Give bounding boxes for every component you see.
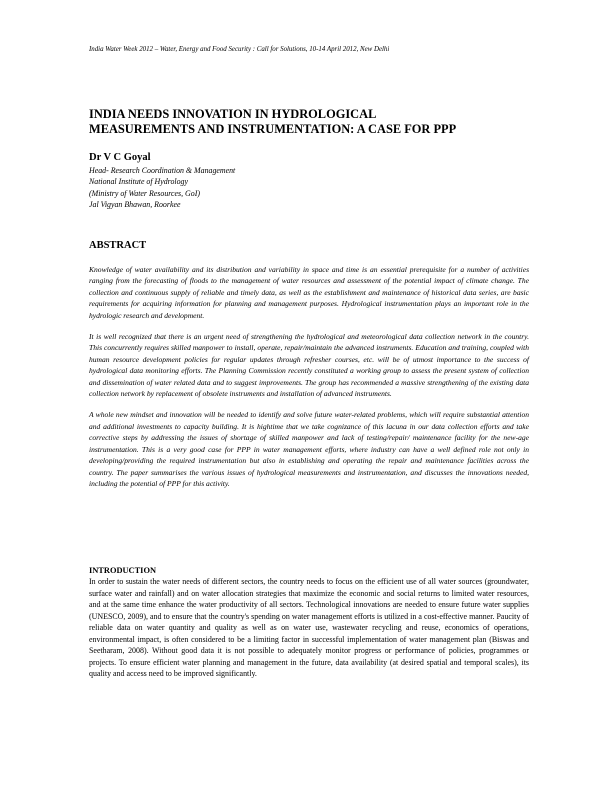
affiliation-line: Head- Research Coordination & Management bbox=[89, 166, 236, 175]
title-line-1: INDIA NEEDS INNOVATION IN HYDROLOGICAL bbox=[89, 107, 377, 121]
author-name: Dr V C Goyal bbox=[89, 152, 151, 163]
author-block bbox=[89, 151, 529, 211]
introduction-heading: INTRODUCTION bbox=[89, 566, 157, 575]
running-header: India Water Week 2012 – Water, Energy and Food Security : Call for Solutions, 10-14 April 2012, New Delhi bbox=[89, 46, 390, 53]
abstract-paragraph: Knowledge of water availability and its distribution and variability in space and time is an essential prerequisite for a number of activities ranging from the forecasting of floods to the management of water resources and assessment of the potential impact of climate change. The collection and continuous supply of reliable and timely data, as well as the establishment and maintenance of historical data series, are basic requirements for acquiring information for planning and management purposes. Hydrological instrumentation plays an important role in the hydrologic research and development. bbox=[89, 265, 529, 320]
abstract-heading: ABSTRACT bbox=[89, 240, 147, 251]
affiliation-line: National Institute of Hydrology bbox=[89, 177, 188, 187]
abstract-paragraph: A whole new mindset and innovation will be needed to identify and solve future water-related problems, which will require substantial attention and additional investments to capacity building. It is hightime that we take cognizance of this lacuna in our data collection efforts and take corrective steps by addressing the issues of shortage of skilled manpower and lack of testing/repair/ maintenance facility for the new-age instrumentation. This is a very good case for PPP in water management efforts, where industry can have a well defined role not only in developing/providing the required instrumentation but also in establishing and operating the repair and maintenance facilities across the country. The paper summarises the various issues of hydrological measurements and instrumentation, and discusses the innovations needed, including the potential of PPP for this activity. bbox=[89, 410, 529, 488]
title-line-2: MEASUREMENTS AND INSTRUMENTATION: A CASE FOR PPP bbox=[89, 122, 457, 136]
affiliation-line: (Ministry of Water Resources, GoI) bbox=[89, 188, 200, 198]
introduction-paragraph: In order to sustain the water needs of different sectors, the country needs to focus on the efficient use of all water sources (groundwater, surface water and rainfall) and on water allocation strategies that maximize the economic and social returns to limited water resources, and at the same time enhance the water productivity of all sectors. Technological innovations are needed to ensure future water supplies (UNESCO, 2009), and to ensure that the country's spending on water management efforts is utilized in a cost-effective manner. Paucity of reliable data on water quantity and quality as well as on water use, wastewater recycling and reuse, economics of operations, environmental impact, is often considered to be a limiting factor in successful implementation of water management plan (Biswas and Seetharam, 2008). Without good data it is not possible to adequately monitor progress or performance of policies, programmes or projects. To ensure efficient water planning and management in the future, data availability (at desired spatial and temporal scales), its quality and access need to be improved significantly. bbox=[89, 577, 529, 678]
affiliation-line: Jal Vigyan Bhawan, Roorkee bbox=[89, 200, 181, 210]
abstract-body bbox=[89, 264, 529, 499]
abstract-paragraph: It is well recognized that there is an urgent need of strengthening the hydrological and meteorological data collection network in the country. This concurrently requires skilled manpower to install, operate, repair/maintain the advanced instruments. Education and training, coupled with human resource development policies for regular updates through refresher courses, etc. will be of utmost importance to the success of hydrological data monitoring efforts. The Planning Commission recently constituted a working group to assess the present system of collection and dissemination of water related data and to suggest improvements. The group has recommended a massive strengthening of the existing data collection network by replacement of obsolete instruments and installation of advanced instruments. bbox=[89, 332, 529, 399]
paper-title bbox=[89, 107, 529, 137]
